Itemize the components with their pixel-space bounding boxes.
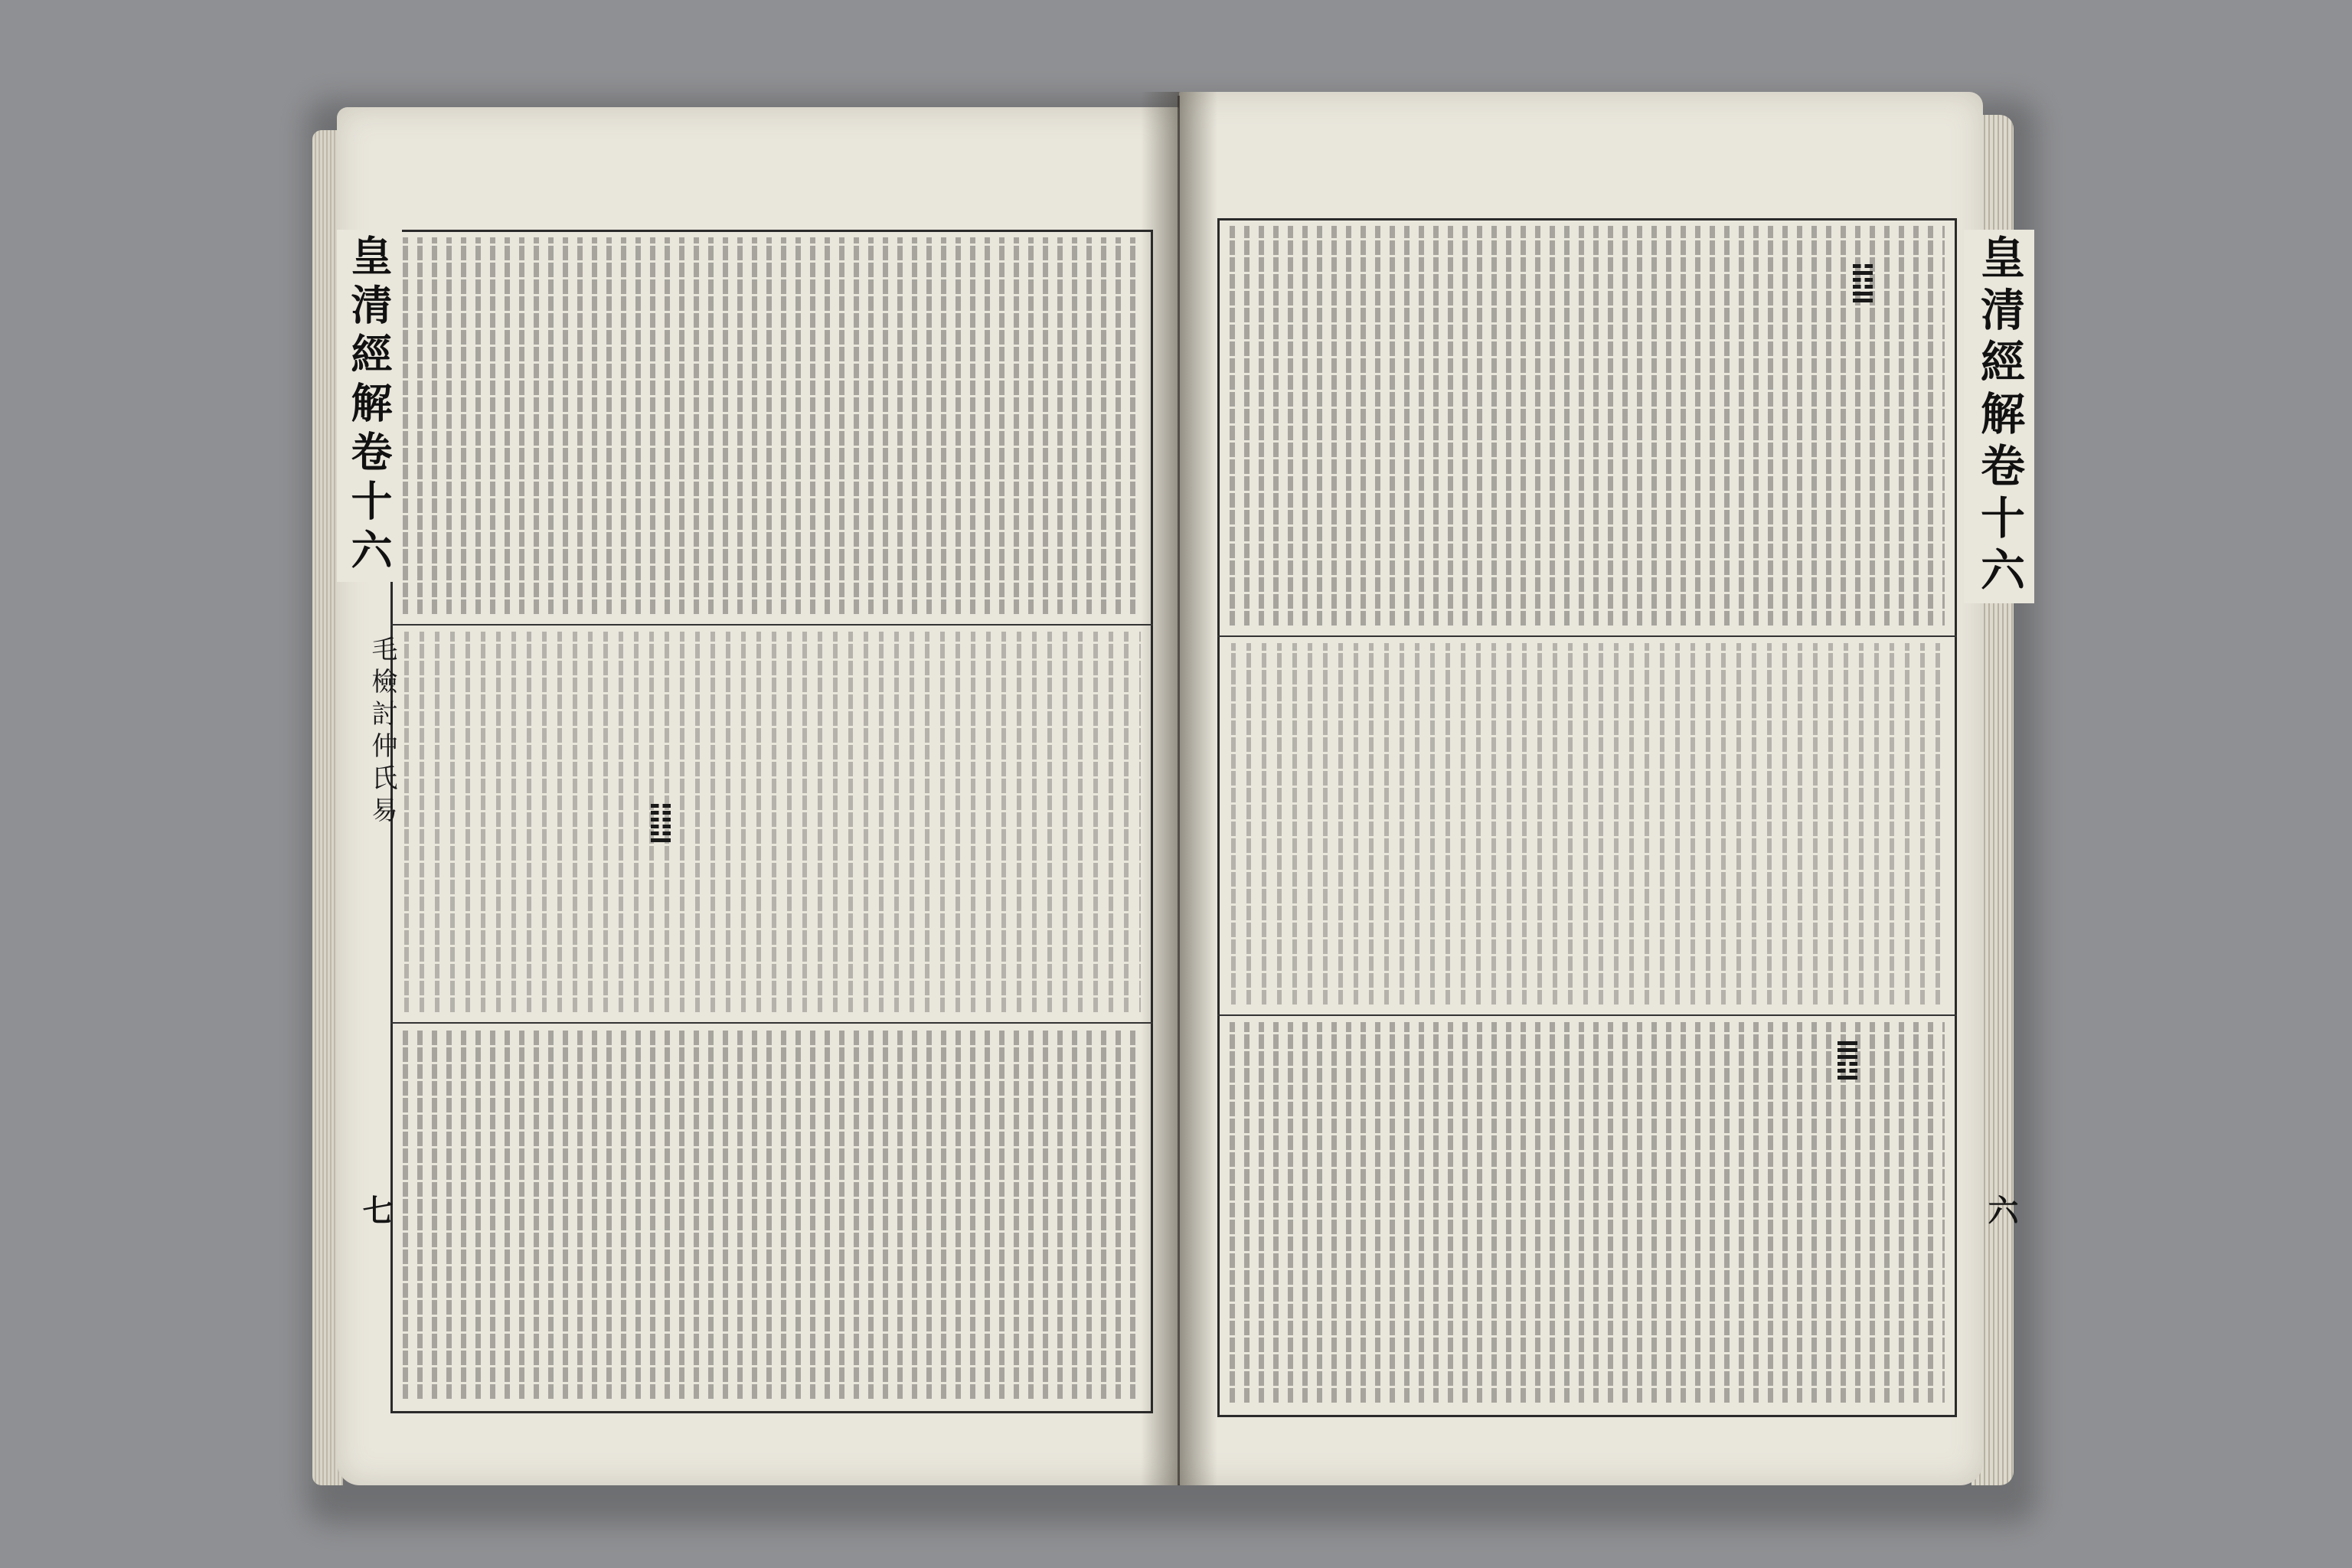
right-text-band-middle: [1225, 643, 1945, 1007]
left-folio: 七: [358, 1194, 394, 1225]
book-fold: [1178, 96, 1180, 1485]
left-band-divider-1: [390, 624, 1153, 626]
hexagram-icon: [1838, 1041, 1857, 1080]
right-text-band-bottom: [1225, 1022, 1945, 1405]
left-volume-label: 卷十六: [345, 430, 394, 577]
left-text-band-bottom: [398, 1030, 1141, 1401]
left-text-band-middle: [398, 632, 1141, 1014]
right-running-title-text: 皇清經解: [1973, 234, 2025, 443]
right-running-title: [1964, 230, 2034, 603]
left-running-title-text: 皇清經解: [345, 234, 394, 430]
right-volume-label: 卷十六: [1973, 443, 2025, 599]
hexagram-icon: [1853, 264, 1873, 302]
left-running-title: [337, 230, 402, 582]
hexagram-icon: [651, 804, 671, 842]
right-band-divider-2: [1217, 1014, 1957, 1016]
right-text-band-top: [1225, 226, 1945, 628]
right-band-divider-1: [1217, 635, 1957, 637]
left-band-divider-2: [390, 1022, 1153, 1024]
right-folio: 六: [1983, 1194, 2019, 1225]
left-book-name: 毛檢討仲氏易: [367, 635, 397, 828]
left-text-band-top: [398, 237, 1141, 616]
